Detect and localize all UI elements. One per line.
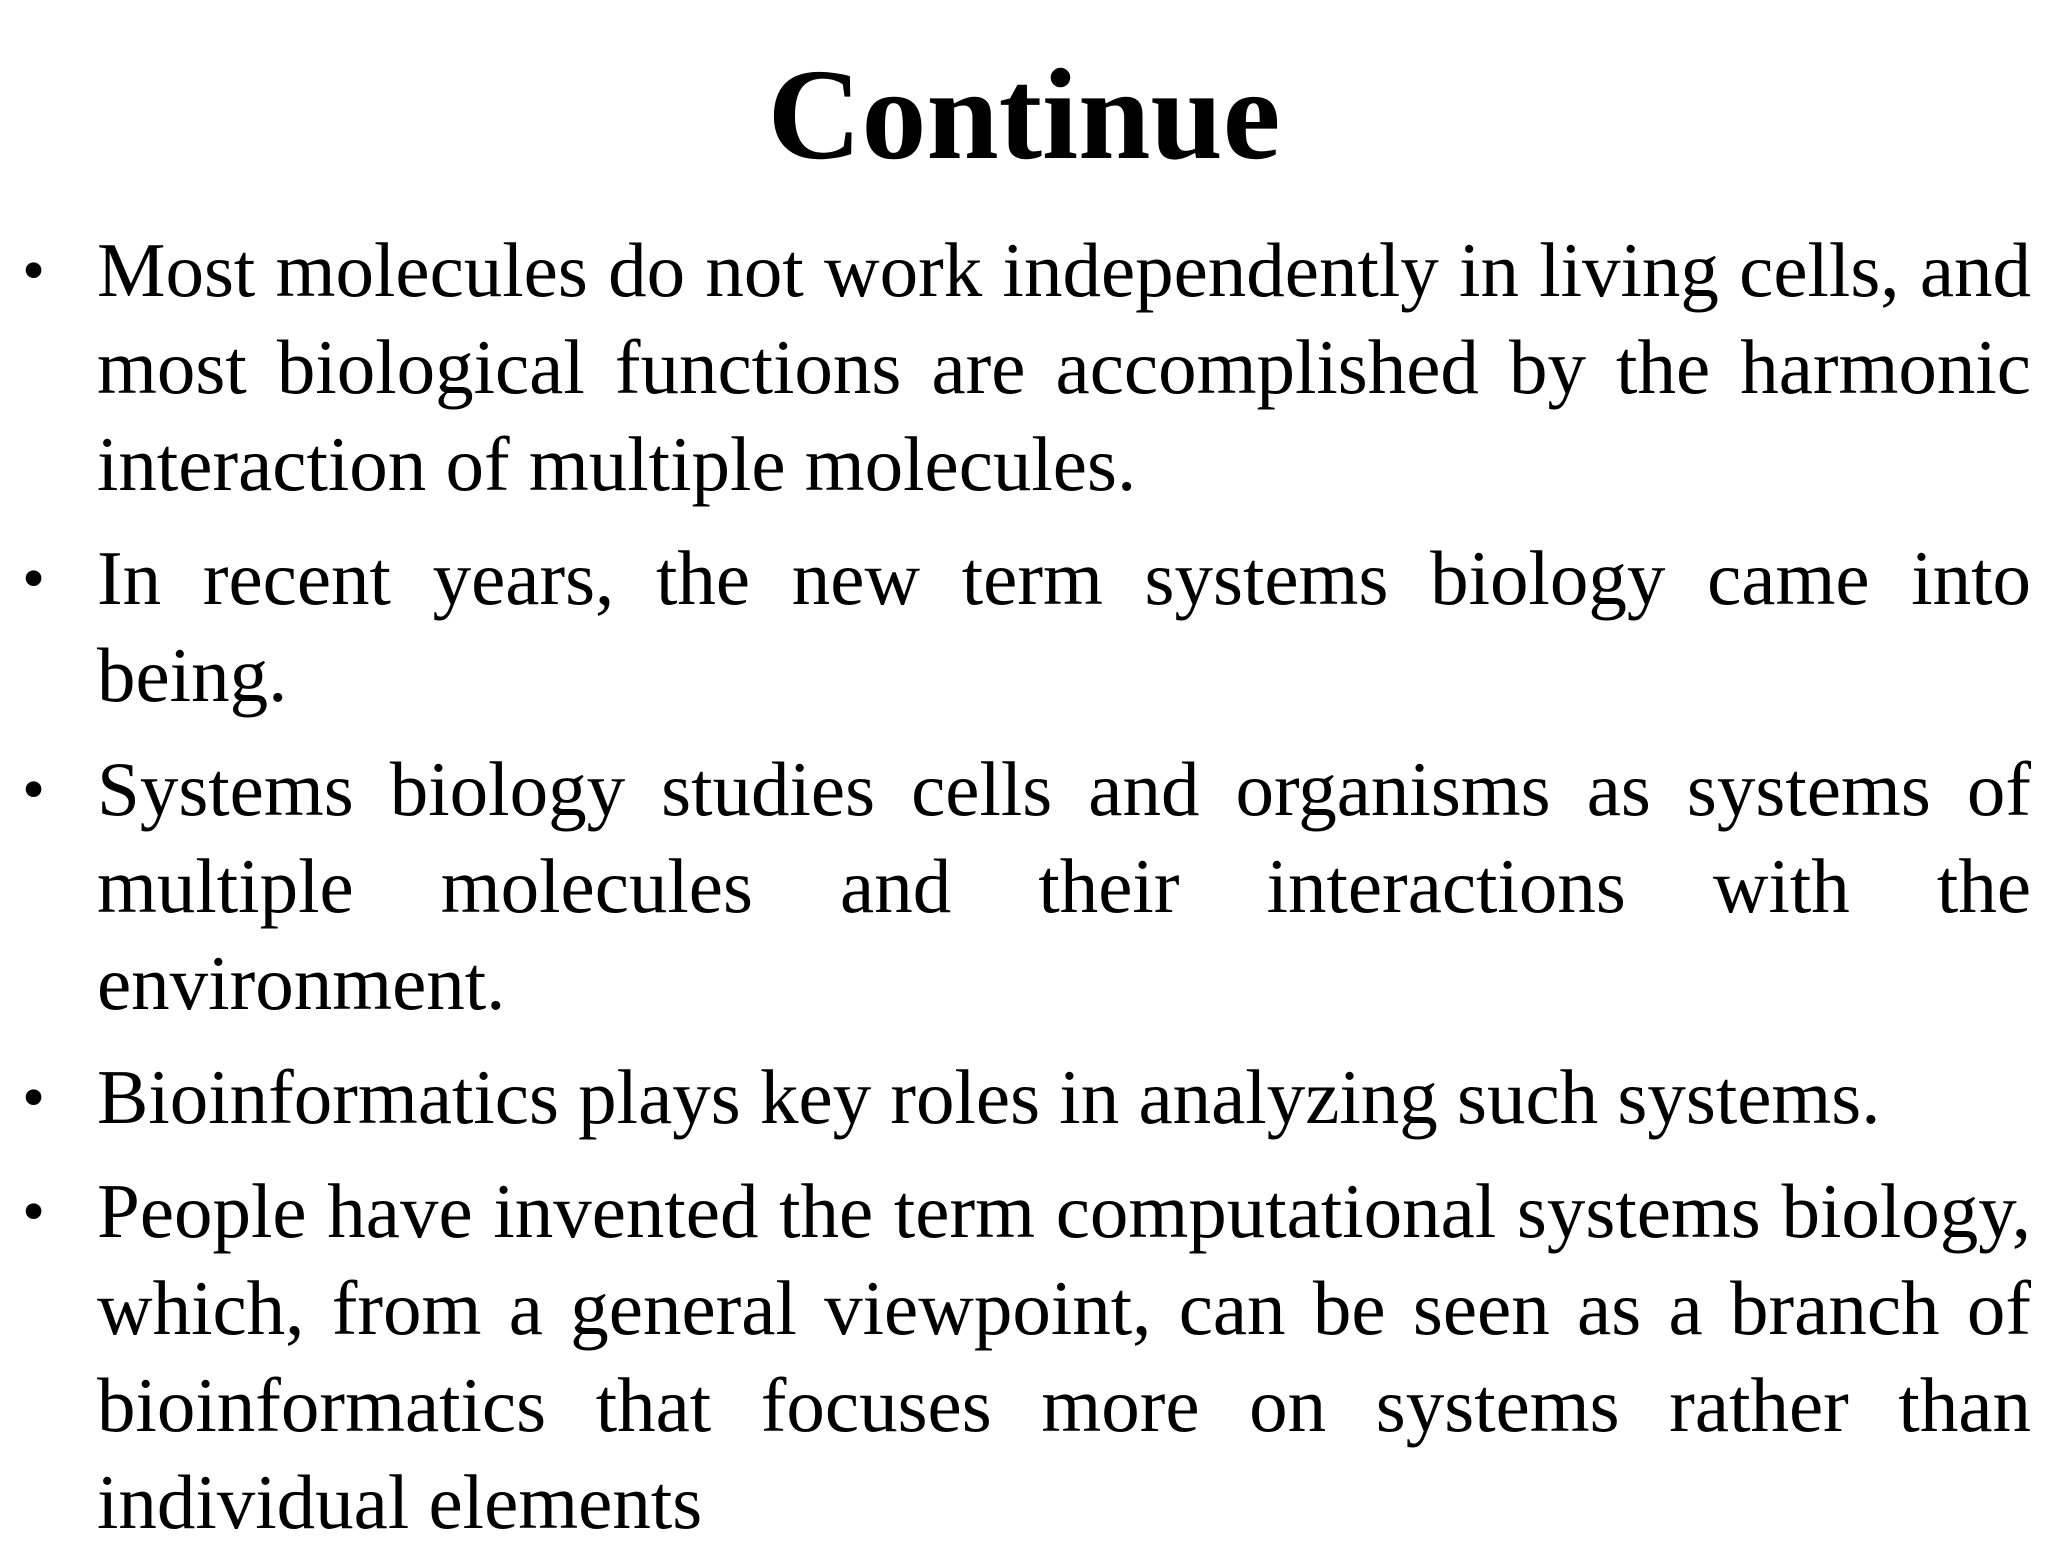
bullet-text: Most molecules do not work independently in living cells, and most biological functions are accomplished by the harmonic interaction of multiple molecules. bbox=[97, 227, 2031, 507]
bullet-item bbox=[0, 222, 2031, 513]
bullet-item bbox=[0, 1049, 2031, 1146]
bullet-icon: • bbox=[22, 234, 46, 307]
bullet-item bbox=[0, 1163, 2031, 1551]
slide-title: Continue bbox=[767, 43, 1281, 187]
bullet-icon: • bbox=[22, 542, 46, 615]
bullet-list bbox=[0, 222, 2048, 1568]
bullet-text: People have invented the term computational systems biology, which, from a general viewpoint, can be seen as a branch of bioinformatics that focuses more on systems rather than individual elements bbox=[97, 1168, 2031, 1545]
bullet-item bbox=[0, 741, 2031, 1032]
bullet-text: In recent years, the new term systems biology came into being. bbox=[97, 535, 2031, 718]
bullet-icon: • bbox=[22, 1061, 46, 1134]
bullet-item bbox=[0, 530, 2031, 724]
bullet-icon: • bbox=[22, 1175, 46, 1248]
bullet-text: Bioinformatics plays key roles in analyzing such systems. bbox=[97, 1054, 1881, 1140]
bullet-text: Systems biology studies cells and organisms as systems of multiple molecules and their interactions with the environment. bbox=[97, 746, 2031, 1026]
bullet-icon: • bbox=[22, 753, 46, 826]
